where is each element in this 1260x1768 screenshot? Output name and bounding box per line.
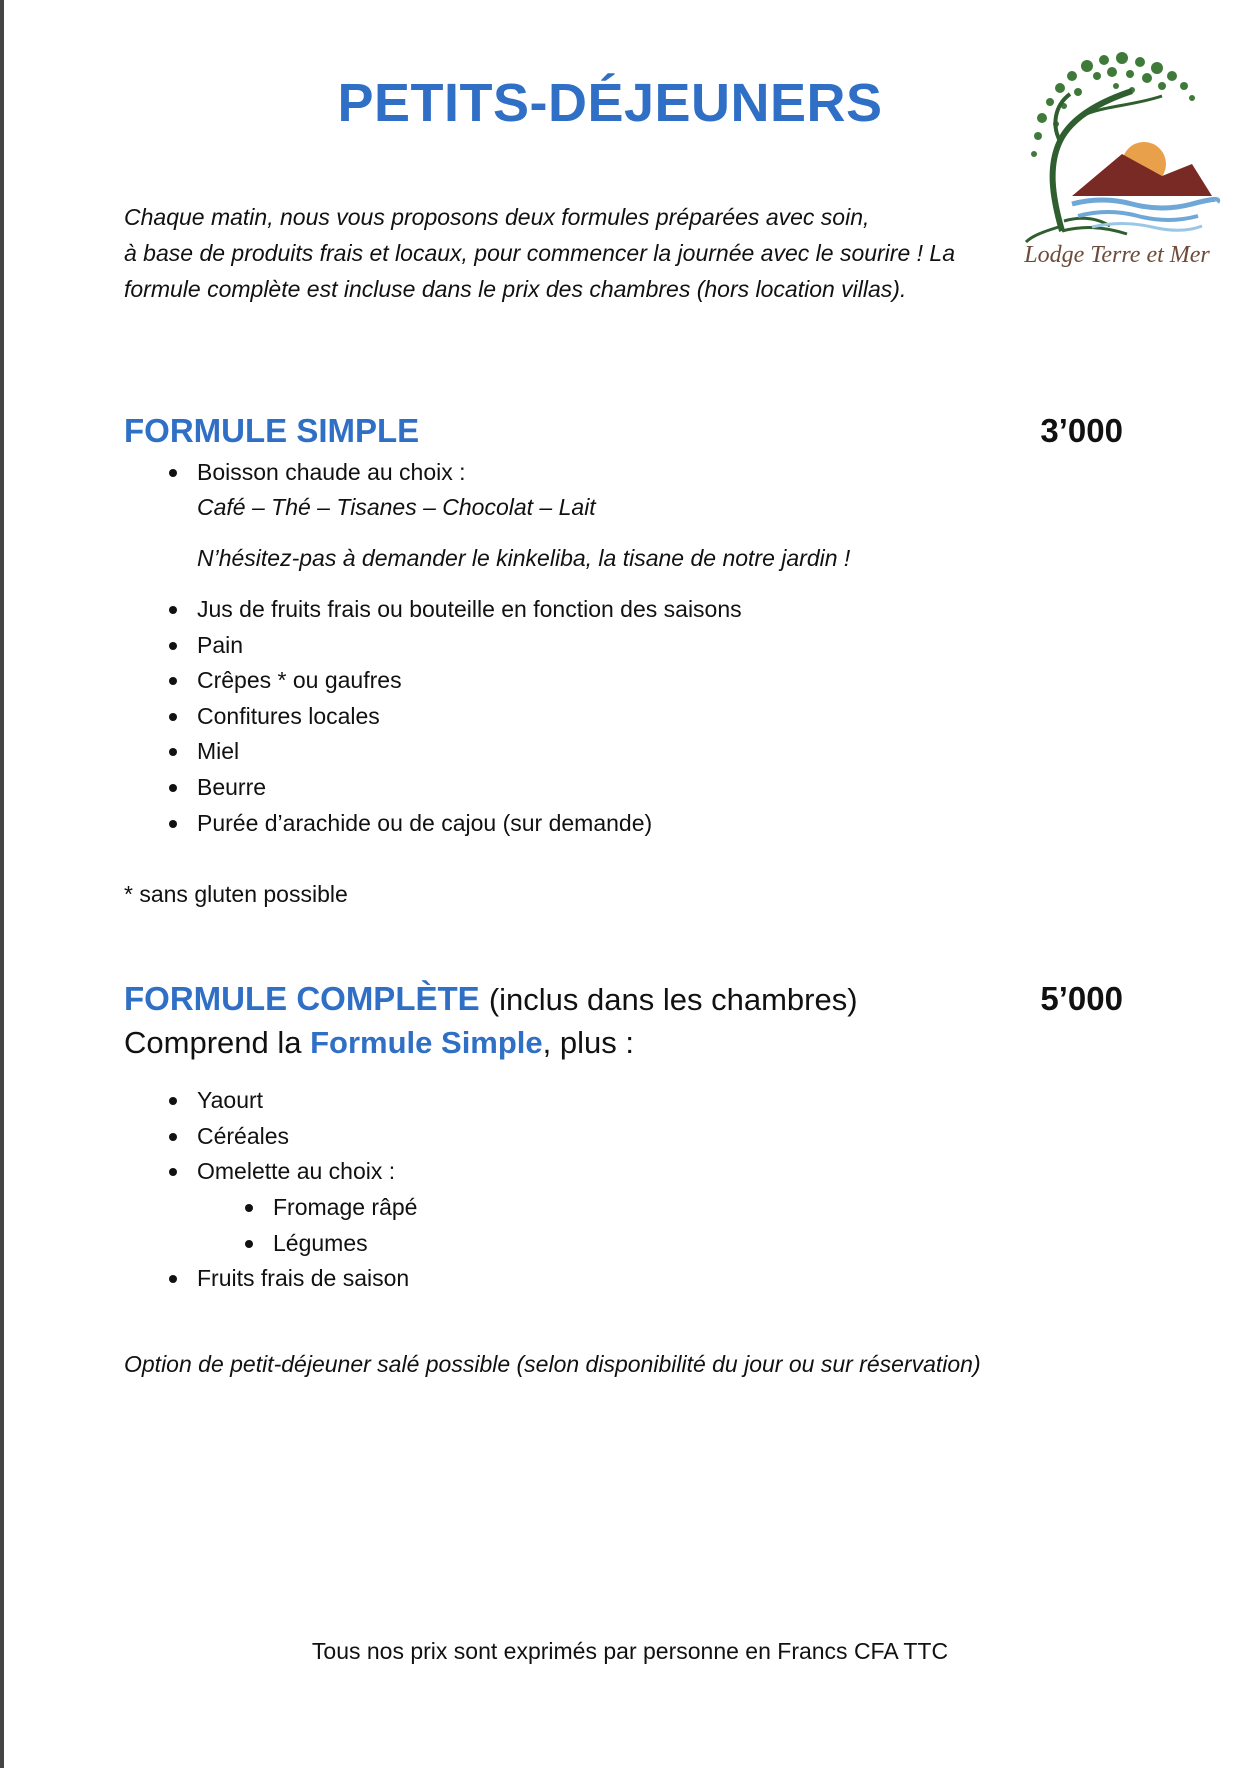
tip-line: N’hésitez-pas à demander le kinkeliba, la tisane de notre jardin ! [197, 545, 851, 571]
bullet [169, 1168, 177, 1176]
list-item: Confitures locales [197, 703, 380, 729]
intro-line: à base de produits frais et locaux, pour commencer la journée avec le sourire ! La [124, 240, 955, 266]
bullet [169, 469, 177, 477]
bullet [245, 1204, 253, 1212]
simple-price: 3’000 [1040, 412, 1123, 449]
sub-list-item: Fromage râpé [273, 1194, 418, 1220]
intro-line: Chaque matin, nous vous proposons deux formules préparées avec soin, [124, 204, 870, 230]
list-item: Miel [197, 738, 240, 764]
bullet [169, 677, 177, 685]
bullet [245, 1240, 253, 1248]
list-item: Boisson chaude au choix : [197, 459, 466, 485]
price-footer: Tous nos prix sont exprimés par personne en Francs CFA TTC [311, 1638, 949, 1664]
tree-logo-icon [1012, 46, 1222, 246]
list-item: Purée d’arachide ou de cajou (sur demande) [197, 810, 653, 836]
complete-subline [124, 1025, 634, 1061]
bullet [169, 1275, 177, 1283]
bullet [169, 1133, 177, 1141]
subline-suffix: , plus : [542, 1025, 634, 1060]
intro-paragraph [124, 199, 984, 307]
complete-title-note: (inclus dans les chambres) [488, 982, 858, 1017]
bullet [169, 1097, 177, 1105]
list-item: Pain [197, 632, 244, 658]
list-item: Yaourt [197, 1087, 264, 1113]
complete-title-text: FORMULE COMPLÈTE [124, 980, 480, 1017]
list-item: Omelette au choix : [197, 1158, 396, 1184]
footnote: * sans gluten possible [124, 881, 348, 907]
simple-title: FORMULE SIMPLE [124, 412, 420, 449]
complete-title [124, 980, 858, 1018]
logo-text: Lodge Terre et Mer [1024, 242, 1210, 268]
complete-price: 5’000 [1040, 980, 1123, 1017]
logo [1012, 46, 1222, 278]
bullet [169, 748, 177, 756]
drinks-line: Café – Thé – Tisanes – Chocolat – Lait [197, 494, 596, 520]
list-item: Fruits frais de saison [197, 1265, 410, 1291]
list-item: Jus de fruits frais ou bouteille en fonction des saisons [197, 596, 742, 622]
page-edge [0, 0, 4, 1768]
subline-prefix: Comprend la [124, 1025, 302, 1060]
list-item: Crêpes * ou gaufres [197, 667, 402, 693]
bullet [169, 642, 177, 650]
sub-list-item: Légumes [273, 1230, 368, 1256]
bullet [169, 713, 177, 721]
intro-line: formule complète est incluse dans le prix des chambres (hors location villas). [124, 276, 907, 302]
bullet [169, 606, 177, 614]
savory-option-note: Option de petit-déjeuner salé possible (selon disponibilité du jour ou sur réservation) [124, 1351, 981, 1377]
page-title: PETITS-DÉJEUNERS [337, 73, 883, 133]
list-item: Beurre [197, 774, 267, 800]
subline-highlight: Formule Simple [310, 1025, 543, 1060]
bullet [169, 784, 177, 792]
bullet [169, 820, 177, 828]
list-item: Céréales [197, 1123, 290, 1149]
